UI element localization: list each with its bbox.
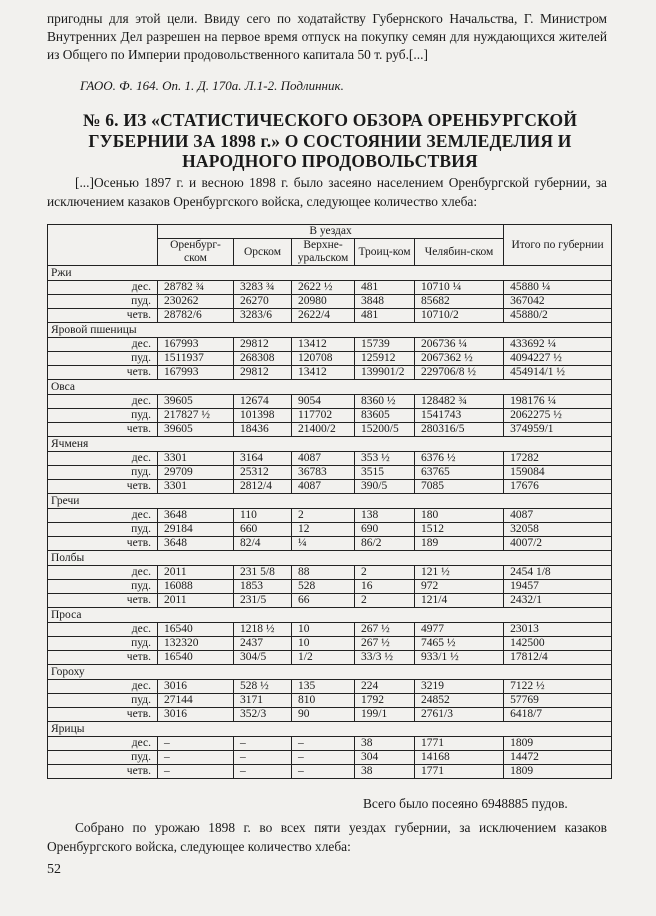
unit-cell: четв. — [112, 594, 158, 608]
value-cell: 9054 — [292, 395, 355, 409]
unit-cell: дес. — [112, 395, 158, 409]
value-cell: 6376 ½ — [415, 452, 504, 466]
unit-cell: дес. — [112, 623, 158, 637]
value-cell: 4977 — [415, 623, 504, 637]
value-cell: 3283 ¾ — [234, 281, 292, 295]
value-cell: 3301 — [158, 452, 234, 466]
table-row — [48, 751, 612, 765]
table-row — [48, 623, 612, 637]
value-cell: 10710/2 — [415, 309, 504, 323]
unit-cell: четв. — [112, 537, 158, 551]
value-cell: 2011 — [158, 594, 234, 608]
value-cell: 4094227 ½ — [504, 352, 612, 366]
column-header: Орском — [234, 239, 292, 266]
indent-cell — [48, 452, 112, 466]
unit-cell: дес. — [112, 566, 158, 580]
value-cell: 690 — [355, 523, 415, 537]
indent-cell — [48, 737, 112, 751]
table-row — [48, 395, 612, 409]
group-header: В уездах — [158, 225, 504, 239]
unit-cell: дес. — [112, 680, 158, 694]
value-cell: 3283/6 — [234, 309, 292, 323]
table-row — [48, 694, 612, 708]
indent-cell — [48, 309, 112, 323]
value-cell: 268308 — [234, 352, 292, 366]
table-row — [48, 309, 612, 323]
value-cell: 2437 — [234, 637, 292, 651]
value-cell: 1809 — [504, 737, 612, 751]
value-cell: 390/5 — [355, 480, 415, 494]
value-cell: 1/2 — [292, 651, 355, 665]
value-cell: 29812 — [234, 338, 292, 352]
value-cell: 10710 ¼ — [415, 281, 504, 295]
value-cell: 433692 ¼ — [504, 338, 612, 352]
column-header: Челябин-ском — [415, 239, 504, 266]
table-row — [48, 352, 612, 366]
value-cell: 45880/2 — [504, 309, 612, 323]
value-cell: 19457 — [504, 580, 612, 594]
total-header: Итого по губернии — [504, 225, 612, 266]
indent-cell — [48, 694, 112, 708]
value-cell: 352/3 — [234, 708, 292, 722]
value-cell: 138 — [355, 509, 415, 523]
value-cell: 20980 — [292, 295, 355, 309]
value-cell: 21400/2 — [292, 423, 355, 437]
indent-cell — [48, 651, 112, 665]
intro-paragraph: [...]Осенью 1897 г. и весною 1898 г. было засеяно населением Оренбургской губернии, за исключением казаков Оренбургского войска, следующее количество хлеба: — [47, 175, 607, 209]
value-cell: 28782 ¾ — [158, 281, 234, 295]
value-cell: 14472 — [504, 751, 612, 765]
unit-cell: дес. — [112, 452, 158, 466]
table-row — [48, 509, 612, 523]
crop-row — [48, 380, 612, 395]
table-row — [48, 281, 612, 295]
crop-name: Яровой пшеницы — [48, 323, 612, 338]
document-heading: № 6. ИЗ «СТАТИСТИЧЕСКОГО ОБЗОРА ОРЕНБУРГСКОЙ ГУБЕРНИИ ЗА 1898 г.» О СОСТОЯНИИ ЗЕМЛЕДЕЛИЯ И НАРОДНОГО ПРОДОВОЛЬСТВИЯ — [82, 110, 578, 171]
value-cell: 28782/6 — [158, 309, 234, 323]
indent-cell — [48, 366, 112, 380]
value-cell: 86/2 — [355, 537, 415, 551]
value-cell: 198176 ¼ — [504, 395, 612, 409]
unit-cell: пуд. — [112, 523, 158, 537]
value-cell: 4087 — [292, 480, 355, 494]
crop-row — [48, 665, 612, 680]
value-cell: 10 — [292, 623, 355, 637]
table-row — [48, 295, 612, 309]
unit-cell: пуд. — [112, 637, 158, 651]
value-cell: 2067362 ½ — [415, 352, 504, 366]
table-row — [48, 737, 612, 751]
crop-name: Овса — [48, 380, 612, 395]
table-row — [48, 409, 612, 423]
value-cell: 16540 — [158, 651, 234, 665]
value-cell: 15200/5 — [355, 423, 415, 437]
value-cell: 353 ½ — [355, 452, 415, 466]
value-cell: – — [292, 765, 355, 779]
value-cell: 231 5/8 — [234, 566, 292, 580]
page-number: 52 — [47, 862, 61, 877]
value-cell: 4087 — [504, 509, 612, 523]
unit-cell: дес. — [112, 338, 158, 352]
value-cell: 120708 — [292, 352, 355, 366]
table-body — [48, 266, 612, 779]
value-cell: 16088 — [158, 580, 234, 594]
value-cell: 2761/3 — [415, 708, 504, 722]
indent-cell — [48, 466, 112, 480]
value-cell: 2 — [355, 566, 415, 580]
value-cell: 29184 — [158, 523, 234, 537]
unit-cell: дес. — [112, 509, 158, 523]
value-cell: 16540 — [158, 623, 234, 637]
value-cell: 159084 — [504, 466, 612, 480]
value-cell: 135 — [292, 680, 355, 694]
value-cell: 39605 — [158, 395, 234, 409]
value-cell: 4007/2 — [504, 537, 612, 551]
value-cell: 224 — [355, 680, 415, 694]
value-cell: 13412 — [292, 366, 355, 380]
value-cell: 1541743 — [415, 409, 504, 423]
table-row — [48, 580, 612, 594]
table-row — [48, 708, 612, 722]
crop-row — [48, 437, 612, 452]
value-cell: 367042 — [504, 295, 612, 309]
value-cell: 3219 — [415, 680, 504, 694]
indent-cell — [48, 537, 112, 551]
value-cell: 142500 — [504, 637, 612, 651]
value-cell: 38 — [355, 765, 415, 779]
indent-cell — [48, 680, 112, 694]
value-cell: 85682 — [415, 295, 504, 309]
value-cell: 10 — [292, 637, 355, 651]
value-cell: 1853 — [234, 580, 292, 594]
value-cell: 45880 ¼ — [504, 281, 612, 295]
grain-sowing-table — [47, 224, 612, 779]
value-cell: 121 ½ — [415, 566, 504, 580]
value-cell: 230262 — [158, 295, 234, 309]
unit-cell: четв. — [112, 480, 158, 494]
value-cell: 13412 — [292, 338, 355, 352]
value-cell: 1511937 — [158, 352, 234, 366]
value-cell: 32058 — [504, 523, 612, 537]
grain-table-wrapper — [47, 224, 611, 779]
value-cell: 6418/7 — [504, 708, 612, 722]
value-cell: 217827 ½ — [158, 409, 234, 423]
unit-cell: четв. — [112, 309, 158, 323]
value-cell: 83605 — [355, 409, 415, 423]
value-cell: 229706/8 ½ — [415, 366, 504, 380]
value-cell: 180 — [415, 509, 504, 523]
value-cell: 63765 — [415, 466, 504, 480]
unit-cell: дес. — [112, 281, 158, 295]
value-cell: 33/3 ½ — [355, 651, 415, 665]
value-cell: 2622 ½ — [292, 281, 355, 295]
unit-cell: пуд. — [112, 466, 158, 480]
value-cell: 17282 — [504, 452, 612, 466]
value-cell: 2062275 ½ — [504, 409, 612, 423]
value-cell: 1512 — [415, 523, 504, 537]
crop-row — [48, 551, 612, 566]
indent-cell — [48, 409, 112, 423]
value-cell: 36783 — [292, 466, 355, 480]
value-cell: 25312 — [234, 466, 292, 480]
crop-name: Ярицы — [48, 722, 612, 737]
value-cell: 3171 — [234, 694, 292, 708]
table-row — [48, 366, 612, 380]
value-cell: 2 — [292, 509, 355, 523]
indent-cell — [48, 637, 112, 651]
value-cell: – — [158, 751, 234, 765]
indent-cell — [48, 395, 112, 409]
table-row — [48, 537, 612, 551]
indent-cell — [48, 623, 112, 637]
value-cell: 12 — [292, 523, 355, 537]
value-cell: 12674 — [234, 395, 292, 409]
unit-cell: пуд. — [112, 352, 158, 366]
value-cell: 57769 — [504, 694, 612, 708]
value-cell: 167993 — [158, 366, 234, 380]
indent-cell — [48, 523, 112, 537]
value-cell: 3848 — [355, 295, 415, 309]
value-cell: 139901/2 — [355, 366, 415, 380]
crop-row — [48, 266, 612, 281]
value-cell: 26270 — [234, 295, 292, 309]
value-cell: 2454 1/8 — [504, 566, 612, 580]
value-cell: 206736 ¼ — [415, 338, 504, 352]
value-cell: 15739 — [355, 338, 415, 352]
value-cell: 7465 ½ — [415, 637, 504, 651]
value-cell: – — [158, 765, 234, 779]
column-header: Троиц-ком — [355, 239, 415, 266]
unit-cell: четв. — [112, 423, 158, 437]
value-cell: 2011 — [158, 566, 234, 580]
indent-cell — [48, 281, 112, 295]
crop-name: Проса — [48, 608, 612, 623]
value-cell: 660 — [234, 523, 292, 537]
value-cell: 66 — [292, 594, 355, 608]
value-cell: 27144 — [158, 694, 234, 708]
value-cell: 7122 ½ — [504, 680, 612, 694]
value-cell: 1809 — [504, 765, 612, 779]
value-cell: 7085 — [415, 480, 504, 494]
table-row — [48, 651, 612, 665]
value-cell: 304/5 — [234, 651, 292, 665]
value-cell: 374959/1 — [504, 423, 612, 437]
value-cell: 231/5 — [234, 594, 292, 608]
value-cell: 528 — [292, 580, 355, 594]
column-header: Верхне-уральском — [292, 239, 355, 266]
value-cell: 1218 ½ — [234, 623, 292, 637]
value-cell: 90 — [292, 708, 355, 722]
value-cell: 933/1 ½ — [415, 651, 504, 665]
value-cell: 110 — [234, 509, 292, 523]
crop-name: Гороху — [48, 665, 612, 680]
table-row — [48, 594, 612, 608]
indent-cell — [48, 751, 112, 765]
value-cell: 972 — [415, 580, 504, 594]
closing-paragraph: Собрано по урожаю 1898 г. во всех пяти уездах губернии, за исключением казаков Оренбургского войска, следующее количество хлеба: — [47, 820, 607, 854]
table-row — [48, 466, 612, 480]
table-row — [48, 523, 612, 537]
table-row — [48, 480, 612, 494]
table-row — [48, 423, 612, 437]
value-cell: 3016 — [158, 708, 234, 722]
value-cell: 121/4 — [415, 594, 504, 608]
unit-cell: четв. — [112, 765, 158, 779]
value-cell: 8360 ½ — [355, 395, 415, 409]
indent-cell — [48, 423, 112, 437]
value-cell: 267 ½ — [355, 637, 415, 651]
crop-name: Полбы — [48, 551, 612, 566]
crop-name: Гречи — [48, 494, 612, 509]
archive-source-note: ГАОО. Ф. 164. Оп. 1. Д. 170а. Л.1-2. Подлинник. — [80, 78, 344, 93]
value-cell: 267 ½ — [355, 623, 415, 637]
indent-cell — [48, 580, 112, 594]
crop-name: Ржи — [48, 266, 612, 281]
crop-row — [48, 722, 612, 737]
crop-row — [48, 323, 612, 338]
value-cell: 481 — [355, 309, 415, 323]
value-cell: 199/1 — [355, 708, 415, 722]
value-cell: – — [234, 751, 292, 765]
corner-cell — [48, 225, 158, 266]
value-cell: 3016 — [158, 680, 234, 694]
value-cell: 38 — [355, 737, 415, 751]
value-cell: 167993 — [158, 338, 234, 352]
indent-cell — [48, 509, 112, 523]
unit-cell: пуд. — [112, 694, 158, 708]
table-row — [48, 338, 612, 352]
indent-cell — [48, 295, 112, 309]
value-cell: – — [234, 765, 292, 779]
crop-row — [48, 494, 612, 509]
value-cell: 189 — [415, 537, 504, 551]
value-cell: – — [292, 737, 355, 751]
value-cell: 454914/1 ½ — [504, 366, 612, 380]
value-cell: 3301 — [158, 480, 234, 494]
value-cell: – — [158, 737, 234, 751]
indent-cell — [48, 708, 112, 722]
unit-cell: пуд. — [112, 295, 158, 309]
unit-cell: дес. — [112, 737, 158, 751]
crop-name: Ячменя — [48, 437, 612, 452]
value-cell: 39605 — [158, 423, 234, 437]
value-cell: 1792 — [355, 694, 415, 708]
unit-cell: пуд. — [112, 751, 158, 765]
value-cell: 528 ½ — [234, 680, 292, 694]
total-line: Всего было посеяно 6948885 пудов. — [363, 796, 568, 811]
value-cell: 1771 — [415, 765, 504, 779]
value-cell: 117702 — [292, 409, 355, 423]
value-cell: 4087 — [292, 452, 355, 466]
value-cell: 16 — [355, 580, 415, 594]
value-cell: 29812 — [234, 366, 292, 380]
indent-cell — [48, 480, 112, 494]
value-cell: ¼ — [292, 537, 355, 551]
value-cell: 2622/4 — [292, 309, 355, 323]
value-cell: 29709 — [158, 466, 234, 480]
indent-cell — [48, 338, 112, 352]
unit-cell: четв. — [112, 708, 158, 722]
value-cell: 481 — [355, 281, 415, 295]
indent-cell — [48, 566, 112, 580]
indent-cell — [48, 594, 112, 608]
value-cell: 304 — [355, 751, 415, 765]
value-cell: 2 — [355, 594, 415, 608]
column-header: Оренбург-ском — [158, 239, 234, 266]
table-row — [48, 566, 612, 580]
unit-cell: пуд. — [112, 580, 158, 594]
table-row — [48, 765, 612, 779]
crop-row — [48, 608, 612, 623]
value-cell: 132320 — [158, 637, 234, 651]
value-cell: 24852 — [415, 694, 504, 708]
value-cell: 17676 — [504, 480, 612, 494]
value-cell: 2812/4 — [234, 480, 292, 494]
value-cell: 280316/5 — [415, 423, 504, 437]
value-cell: 88 — [292, 566, 355, 580]
top-paragraph: пригодны для этой цели. Ввиду сего по ходатайству Губернского Начальства, Г. Министром Внутренних Дел разрешен на первое время отпуск на покупку семян для нуждающихся жителей из Общего по Империи продовольственного капитала 50 т. руб.[...] — [47, 11, 607, 62]
value-cell: 810 — [292, 694, 355, 708]
value-cell: 17812/4 — [504, 651, 612, 665]
value-cell: 2432/1 — [504, 594, 612, 608]
value-cell: 3648 — [158, 509, 234, 523]
unit-cell: четв. — [112, 366, 158, 380]
value-cell: 18436 — [234, 423, 292, 437]
value-cell: 3164 — [234, 452, 292, 466]
indent-cell — [48, 765, 112, 779]
table-row — [48, 452, 612, 466]
value-cell: 125912 — [355, 352, 415, 366]
value-cell: – — [292, 751, 355, 765]
value-cell: 128482 ¾ — [415, 395, 504, 409]
table-row — [48, 637, 612, 651]
value-cell: 82/4 — [234, 537, 292, 551]
value-cell: – — [234, 737, 292, 751]
table-row — [48, 680, 612, 694]
indent-cell — [48, 352, 112, 366]
value-cell: 14168 — [415, 751, 504, 765]
value-cell: 23013 — [504, 623, 612, 637]
value-cell: 101398 — [234, 409, 292, 423]
unit-cell: пуд. — [112, 409, 158, 423]
value-cell: 1771 — [415, 737, 504, 751]
unit-cell: четв. — [112, 651, 158, 665]
value-cell: 3648 — [158, 537, 234, 551]
value-cell: 3515 — [355, 466, 415, 480]
